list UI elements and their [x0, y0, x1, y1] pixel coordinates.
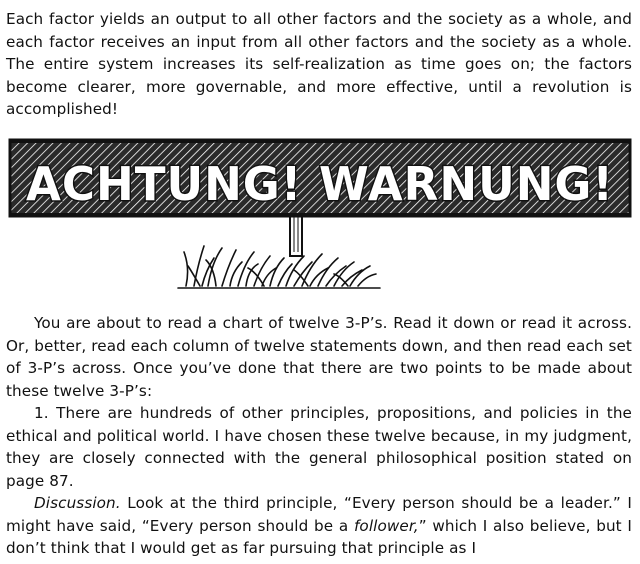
sign-lettering: ACHTUNG! WARNUNG! [26, 157, 614, 211]
point-one-text: 1. There are hundreds of other principles, propositions, and policies in the ethical and political world. I have chosen these twelve because, in my judgment, they are closely connected with the general philosophical position stated on page 87. [6, 404, 632, 490]
paragraph-intro-text: You are about to read a chart of twelve 3-P’s. Read it down or read it across. Or, better, read each column of twelve statements down, and then read each set of 3-P’s across. Once you’ve done that there are two points to be made about these twelve 3-P’s: [6, 314, 632, 400]
discussion-emphasis: follower, [353, 516, 419, 535]
discussion-text-after: ” which I also believe, but I don’t think that I would get as far pursuing that principle as I [6, 516, 632, 557]
grass-tuft [178, 246, 380, 288]
discussion-paragraph [6, 492, 632, 560]
discussion-text-before: Look at the third principle, “Every person should be a leader.” I might have said, “Every person should be a [6, 494, 632, 535]
paragraph-top: Each factor yields an output to all other factors and the society as a whole, and each factor receives an input from all other factors and the society as a whole. The entire system increases its self-realization as time goes on; the factors become clearer, more governable, and more effective, until a revolution is accomplished! [6, 10, 632, 118]
warning-sign-illustration [8, 128, 632, 296]
discussion-label: Discussion. [34, 494, 121, 512]
paragraph-intro [6, 312, 632, 402]
point-one [6, 402, 632, 492]
